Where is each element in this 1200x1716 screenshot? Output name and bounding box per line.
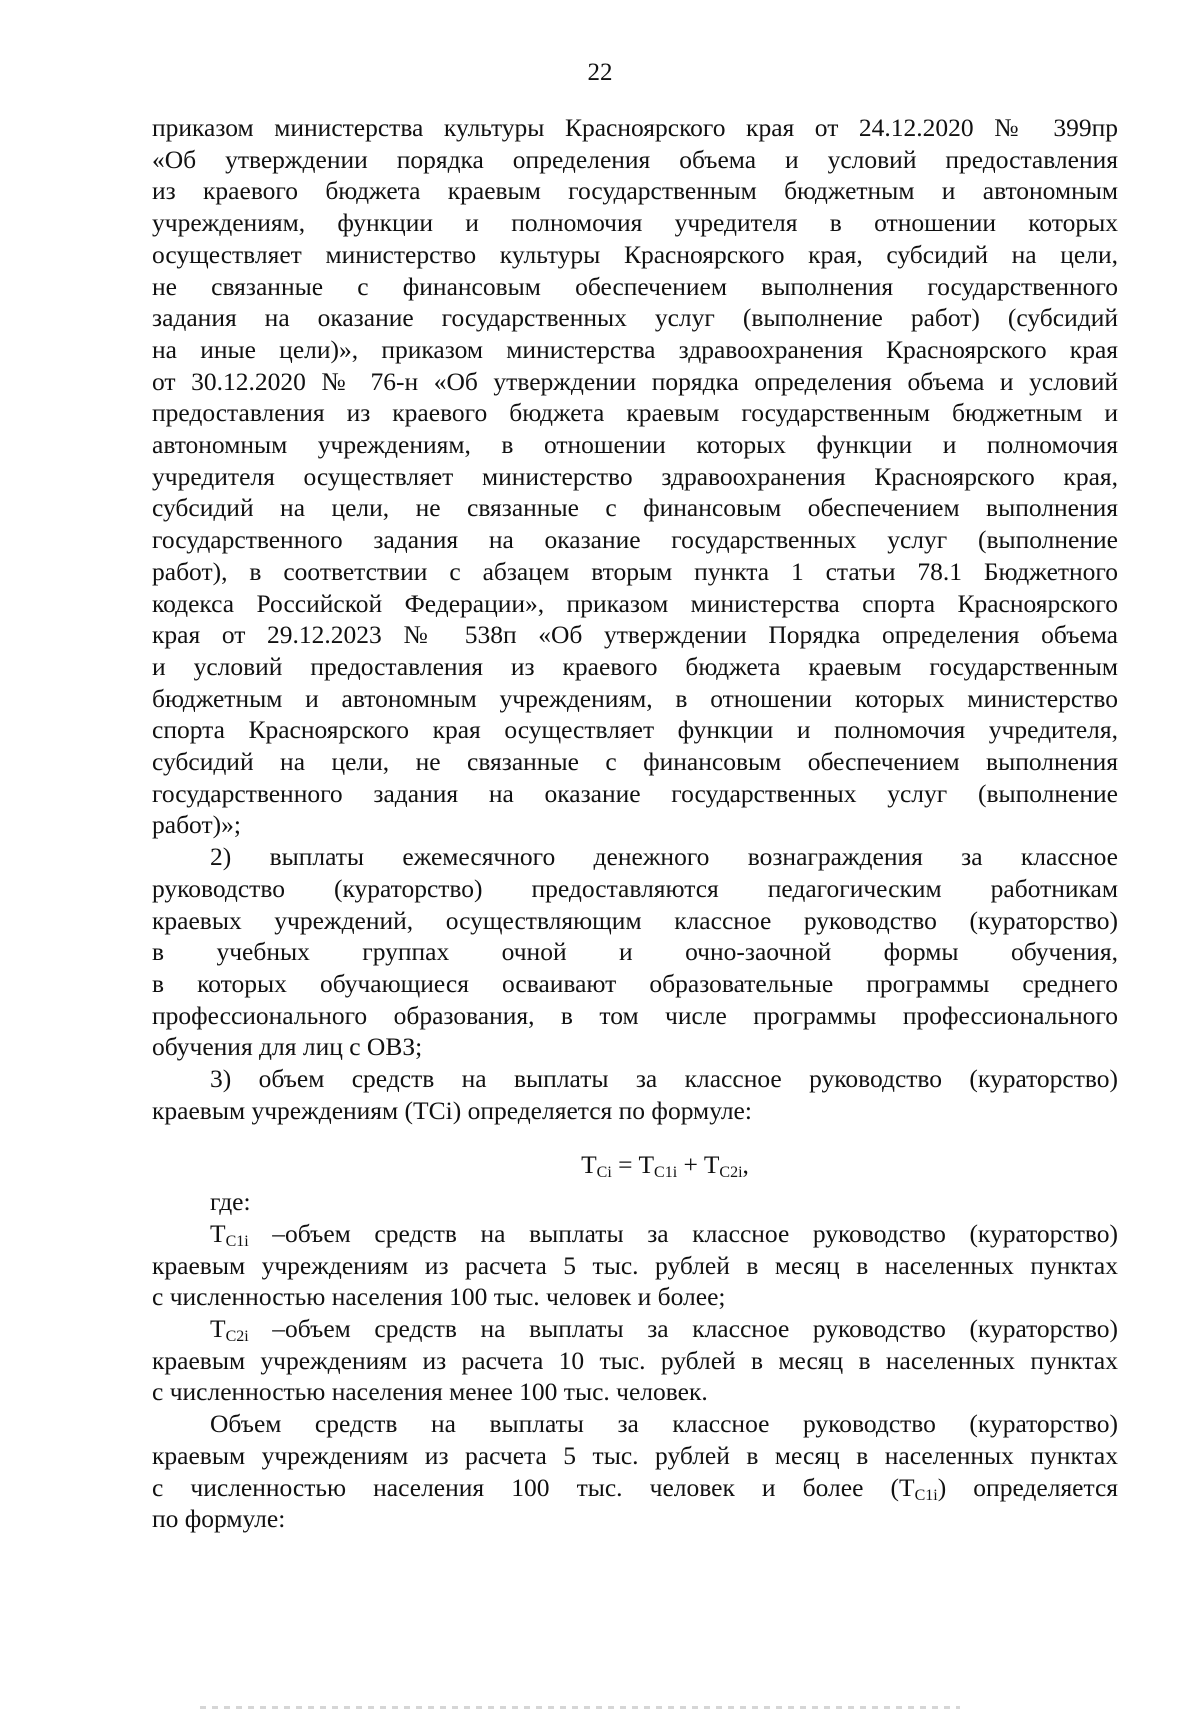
text-line: по формуле: bbox=[152, 1504, 286, 1534]
text-line: краевых учреждений, осуществляющим классное руководство (кураторство) bbox=[152, 905, 1118, 935]
definition-text: –объем средств на выплаты за классное руководство (кураторство) bbox=[248, 1218, 1118, 1248]
text-line: краевым учреждениям из расчета 5 тыс. рублей в месяц в населенных пунктах bbox=[152, 1250, 1118, 1280]
definition-tc1i bbox=[152, 1218, 1118, 1250]
text-line: профессионального образования, в том числе программы профессионального bbox=[152, 1000, 1118, 1030]
text-line: от 30.12.2020 № 76-н «Об утверждении порядка определения объема и условий bbox=[152, 366, 1118, 396]
text-line: руководство (кураторство) предоставляются педагогическим работникам bbox=[152, 873, 1118, 903]
formula-symbol: T bbox=[210, 1314, 226, 1344]
text-line: бюджетным и автономным учреждениям, в отношении которых министерство bbox=[152, 683, 1118, 713]
text-line: осуществляет министерство культуры Красноярского края, субсидий на цели, bbox=[152, 239, 1118, 269]
text-line-with-subscript bbox=[152, 1472, 1118, 1504]
text-line: учредителя осуществляет министерство здравоохранения Красноярского края, bbox=[152, 461, 1118, 491]
text-line: края от 29.12.2023 № 538п «Об утверждении Порядка определения объема bbox=[152, 620, 1118, 650]
text-line: краевым учреждениям из расчета 10 тыс. рублей в месяц в населенных пунктах bbox=[152, 1345, 1118, 1375]
where-label: где: bbox=[210, 1187, 251, 1217]
text-line: из краевого бюджета краевым государственным бюджетным и автономным bbox=[152, 176, 1118, 206]
formula-operator: + bbox=[677, 1149, 704, 1179]
formula-symbol: T bbox=[703, 1149, 720, 1179]
text-line: Объем средств на выплаты за классное руководство (кураторство) bbox=[210, 1409, 1118, 1439]
formula-subscript: C1i bbox=[654, 1163, 678, 1181]
definition-tc2i bbox=[152, 1313, 1118, 1345]
formula-operator: = bbox=[611, 1149, 639, 1179]
text-line: на иные цели)», приказом министерства здравоохранения Красноярского края bbox=[152, 334, 1118, 364]
text-line: государственного задания на оказание государственных услуг (выполнение bbox=[152, 778, 1118, 808]
text-line: предоставления из краевого бюджета краевым государственным бюджетным и bbox=[152, 398, 1118, 428]
text-line: не связанные с финансовым обеспечением выполнения государственного bbox=[152, 271, 1118, 301]
text-line: автономным учреждениям, в отношении которых функции и полномочия bbox=[152, 430, 1118, 460]
text-line: государственного задания на оказание государственных услуг (выполнение bbox=[152, 525, 1118, 555]
formula-subscript: C1i bbox=[225, 1232, 249, 1250]
text-line: обучения для лиц с ОВЗ; bbox=[152, 1032, 423, 1062]
definition-text: –объем средств на выплаты за классное руководство (кураторство) bbox=[248, 1314, 1118, 1344]
scan-artifact bbox=[200, 1706, 960, 1709]
formula-subscript: Ci bbox=[596, 1163, 612, 1181]
formula-subscript: C1i bbox=[914, 1486, 938, 1504]
formula-symbol: T bbox=[638, 1149, 655, 1179]
text-line: 2) выплаты ежемесячного денежного вознаграждения за классное bbox=[210, 842, 1118, 872]
text-line: в которых обучающиеся осваивают образовательные программы среднего bbox=[152, 968, 1118, 998]
text-line: в учебных группах очной и очно-заочной формы обучения, bbox=[152, 937, 1118, 967]
formula-punctuation: , bbox=[742, 1149, 749, 1179]
text-line: «Об утверждении порядка определения объема и условий предоставления bbox=[152, 144, 1118, 174]
text-line: приказом министерства культуры Красноярского края от 24.12.2020 № 399пр bbox=[152, 113, 1118, 142]
text-line: субсидий на цели, не связанные с финансовым обеспечением выполнения bbox=[152, 493, 1118, 523]
text-line: спорта Красноярского края осуществляет функции и полномочия учредителя, bbox=[152, 715, 1118, 745]
text-line: с численностью населения 100 тыс. человек и более; bbox=[152, 1282, 726, 1312]
formula-symbol: T bbox=[210, 1218, 226, 1248]
text-line: 3) объем средств на выплаты за классное руководство (кураторство) bbox=[210, 1064, 1118, 1094]
formula-tci bbox=[152, 1149, 1118, 1181]
text-line: краевым учреждениям (TCi) определяется по формуле: bbox=[152, 1095, 752, 1125]
page-number: 22 bbox=[587, 59, 613, 86]
formula-subscript: C2i bbox=[719, 1163, 743, 1181]
text-line: задания на оказание государственных услуг (выполнение работ) (субсидий bbox=[152, 303, 1118, 333]
formula-symbol: T bbox=[581, 1149, 597, 1179]
text-line: с численностью населения менее 100 тыс. человек. bbox=[152, 1377, 708, 1407]
text-fragment: ) определяется bbox=[937, 1472, 1118, 1502]
text-line: работ), в соответствии с абзацем вторым пункта 1 статьи 78.1 Бюджетного bbox=[152, 556, 1118, 586]
text-line: учреждениям, функции и полномочия учредителя в отношении которых bbox=[152, 208, 1118, 238]
formula-subscript: C2i bbox=[225, 1328, 249, 1346]
text-fragment: с численностью населения 100 тыс. человек и более (T bbox=[152, 1472, 915, 1502]
document-body bbox=[152, 112, 1118, 1535]
text-line: краевым учреждениям из расчета 5 тыс. рублей в месяц в населенных пунктах bbox=[152, 1440, 1118, 1470]
text-line: работ)»; bbox=[152, 810, 241, 840]
text-line: и условий предоставления из краевого бюджета краевым государственным bbox=[152, 651, 1118, 681]
text-line: субсидий на цели, не связанные с финансовым обеспечением выполнения bbox=[152, 747, 1118, 777]
text-line: кодекса Российской Федерации», приказом министерства спорта Красноярского bbox=[152, 588, 1118, 618]
